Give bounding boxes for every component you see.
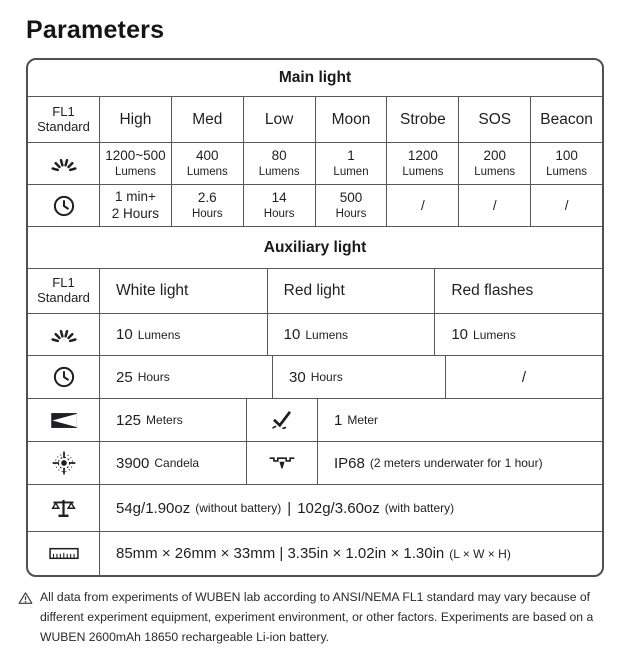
runtime-icon-cell-aux (28, 356, 99, 398)
runtime-sos (458, 185, 530, 226)
intensity-value (99, 442, 246, 484)
separator: | (287, 499, 292, 517)
runtime-icon (52, 194, 76, 218)
unit: 2 Hours (111, 205, 160, 221)
main-light-column-header-row (28, 96, 602, 142)
fl1-standard-label: FL1 Standard (37, 103, 90, 134)
unit: Lumens (258, 165, 300, 178)
waterproof-icon (268, 454, 296, 472)
beam-distance-icon-cell (28, 399, 99, 441)
aux-brightness-red (267, 314, 435, 355)
unit: Meters (146, 413, 183, 427)
main-light-section-row (28, 60, 602, 96)
value: / (420, 198, 425, 213)
unit: Lumens (402, 165, 444, 178)
aux-brightness-row (28, 313, 602, 355)
aux-runtime-red-flashes (445, 356, 602, 398)
unit: Hours (263, 207, 295, 220)
footnote (18, 588, 622, 647)
aux-column-header-row (28, 268, 602, 313)
weight-note-without: (without battery) (195, 501, 282, 515)
runtime-moon (315, 185, 387, 226)
unit: Hours (191, 207, 223, 220)
dimensions-value (99, 532, 602, 575)
weight-icon (50, 498, 77, 518)
unit: Lumens (186, 165, 228, 178)
value: / (521, 368, 527, 386)
value: 500 (339, 190, 363, 206)
page-title: Parameters (26, 16, 165, 44)
aux-brightness-white (99, 314, 267, 355)
main-brightness-row (28, 142, 602, 184)
unit: Hours (335, 207, 367, 220)
main-runtime-row (28, 184, 602, 226)
unit: Lumen (333, 165, 369, 178)
unit: Lumens (474, 165, 516, 178)
brightness-high (99, 143, 171, 184)
value: 200 (483, 148, 506, 164)
waterproof-icon-cell (246, 442, 317, 484)
warning-icon (18, 591, 33, 605)
fl1-standard-label-aux: FL1 Standard (37, 275, 90, 305)
runtime-icon (52, 365, 76, 389)
value: 100 (555, 148, 578, 164)
runtime-high (99, 185, 171, 226)
value: / (564, 198, 569, 213)
aux-runtime-white (99, 356, 272, 398)
value: 400 (196, 148, 219, 164)
column-header-beacon: Beacon (530, 97, 602, 142)
unit: Meter (347, 413, 379, 427)
value: 1200~500 (105, 148, 166, 164)
value: 85mm × 26mm × 33mm | 3.35in × 1.02in × 1.30in (116, 545, 445, 562)
column-header-red-flashes: Red flashes (434, 269, 602, 313)
parameters-table (26, 58, 604, 577)
note: (2 meters underwater for 1 hour) (369, 456, 543, 470)
value: 14 (271, 190, 287, 206)
brightness-strobe (386, 143, 458, 184)
weight-row (28, 484, 602, 531)
value: / (492, 198, 497, 213)
value: 10 (451, 326, 469, 343)
brightness-icon-cell-aux (28, 314, 99, 355)
runtime-strobe (386, 185, 458, 226)
value: 1 min+ (114, 189, 156, 205)
intensity-waterproof-row (28, 441, 602, 484)
value: 1 (334, 411, 343, 429)
runtime-med (171, 185, 243, 226)
note: (L × W × H) (449, 546, 511, 561)
intensity-icon (51, 450, 77, 476)
value: 3900 (116, 454, 150, 472)
unit: Lumens (114, 165, 156, 178)
unit: Lumens (473, 327, 516, 342)
beam-impact-row (28, 398, 602, 441)
dimensions-icon-cell (28, 532, 99, 575)
waterproof-value (317, 442, 602, 484)
brightness-low (243, 143, 315, 184)
brightness-icon (49, 325, 79, 345)
unit: Lumens (546, 165, 588, 178)
runtime-beacon (530, 185, 602, 226)
value: 2.6 (197, 190, 217, 206)
value: 80 (271, 148, 287, 164)
column-header-med: Med (171, 97, 243, 142)
aux-light-section-row (28, 226, 602, 268)
weight-icon-cell (28, 485, 99, 531)
column-header-strobe: Strobe (386, 97, 458, 142)
weight-with-battery: 102g/3.60oz (297, 499, 380, 517)
weight-without-battery: 54g/1.90oz (116, 499, 191, 517)
value: 30 (289, 368, 306, 386)
unit: Hours (310, 370, 343, 384)
column-header-sos: SOS (458, 97, 530, 142)
brightness-icon (49, 154, 79, 174)
weight-value (99, 485, 602, 531)
weight-note-with: (with battery) (384, 501, 455, 515)
runtime-icon-cell (28, 185, 99, 226)
brightness-icon-cell (28, 143, 99, 184)
runtime-low (243, 185, 315, 226)
column-header-white-light: White light (99, 269, 267, 313)
beam-distance-value (99, 399, 246, 441)
aux-runtime-red (272, 356, 445, 398)
column-header-high: High (99, 97, 171, 142)
brightness-med (171, 143, 243, 184)
unit: Lumens (305, 327, 349, 342)
value: 1 (347, 148, 355, 164)
aux-light-section-title: Auxiliary light (263, 238, 367, 256)
value: 125 (116, 411, 142, 429)
dimensions-icon (49, 547, 79, 560)
value: IP68 (334, 454, 365, 472)
aux-runtime-row (28, 355, 602, 398)
impact-resistance-value (317, 399, 602, 441)
brightness-beacon (530, 143, 602, 184)
beam-distance-icon (50, 412, 78, 429)
unit: Candela (154, 456, 200, 470)
brightness-moon (315, 143, 387, 184)
unit: Hours (137, 370, 170, 384)
column-header-low: Low (243, 97, 315, 142)
main-light-section-title: Main light (278, 69, 352, 86)
brightness-sos (458, 143, 530, 184)
column-header-red-light: Red light (267, 269, 435, 313)
impact-resistance-icon-cell (246, 399, 317, 441)
impact-resistance-icon (269, 410, 295, 430)
unit: Lumens (137, 327, 181, 342)
value: 25 (116, 368, 133, 386)
aux-brightness-red-flashes (434, 314, 602, 355)
intensity-icon-cell (28, 442, 99, 484)
value: 10 (116, 326, 133, 343)
column-header-moon: Moon (315, 97, 387, 142)
dimensions-row (28, 531, 602, 575)
value: 1200 (407, 148, 438, 164)
value: 10 (283, 326, 301, 343)
footnote-text: All data from experiments of WUBEN lab according to ANSI/NEMA FL1 standard may vary because of different experiment equipment, experiment environment, or other factors. Experiments are based on a WUBEN 2600mAh 18650 rechargeable Li-ion battery. (40, 590, 594, 644)
